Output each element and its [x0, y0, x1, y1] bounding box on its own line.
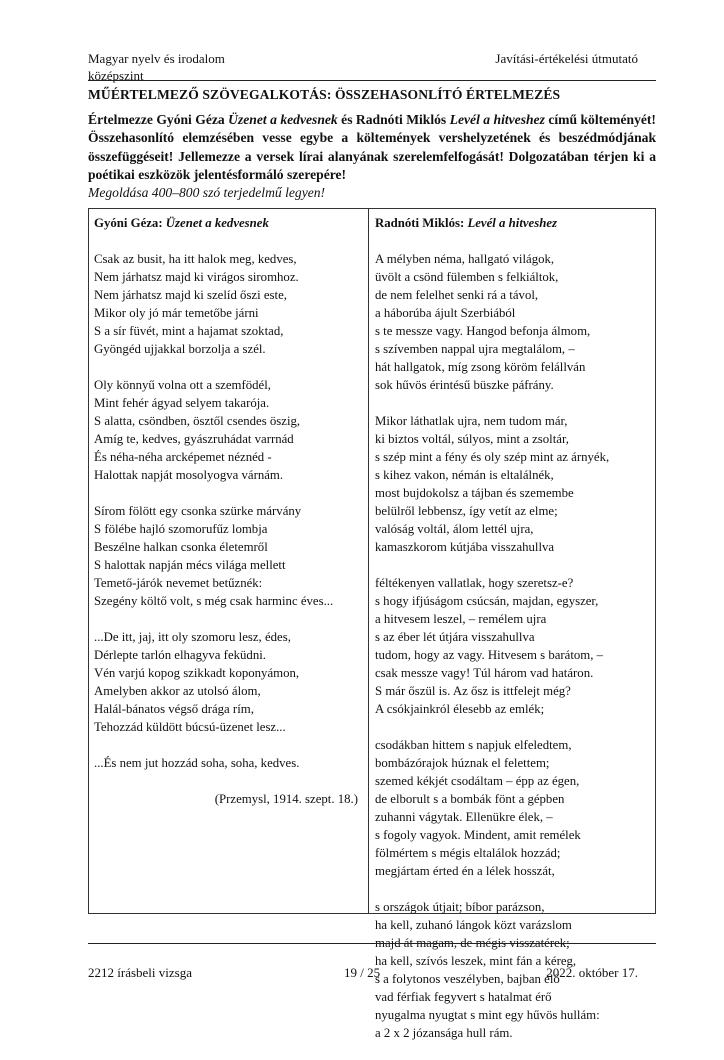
poem-line: S alatta, csöndben, ösztől csendes öszig, — [94, 414, 301, 428]
poem-line: s kihez vakon, némán is eltalálnék, — [375, 468, 554, 482]
poem-line: zuhanni vágytak. Ellenükre élek, – — [375, 810, 553, 824]
poem-line: Szegény költő volt, s még csak harminc éves... — [94, 594, 334, 608]
poem-left-author: Gyóni Géza: — [94, 216, 166, 230]
task-text-3: című költeményét! Összehasonlító elemzésében vesse egybe a költemények vershelyzetének és beszédmódjának összefüggéseit! Jellemezze a versek lírai alanyának szerelemfelfogását! Dolgozatában térjen ki a poétikai eszközök jelentésformáló szerepére! — [88, 112, 656, 182]
poem-line: Amíg te, kedves, gyászruhádat varrnád — [94, 432, 294, 446]
poem-line: s az éber lét útjára visszahullva — [375, 630, 535, 644]
footer-exam-code: 2212 írásbeli vizsga — [88, 965, 192, 980]
stanza — [94, 754, 362, 772]
header-doc-type: Javítási-értékelési útmutató — [495, 51, 638, 66]
task-text-2: és Radnóti Miklós — [337, 112, 450, 127]
poem-line: S már őszül is. Az ősz is ittfelejt még? — [375, 684, 571, 698]
poem-line: ki biztos voltál, súlyos, mint a zsoltár, — [375, 432, 569, 446]
task-poem-title-2: Levél a hitveshez — [449, 112, 545, 127]
footer-page-number: 19 / 25 — [344, 965, 381, 980]
poem-line: megjártam érted én a lélek hosszát, — [375, 864, 555, 878]
poem-left — [94, 214, 362, 808]
poem-line: Halál-bánatos végső drága rím, — [94, 702, 254, 716]
stanza — [375, 412, 651, 556]
poem-line: Temető-járók nevemet betűznék: — [94, 576, 263, 590]
poem-line: tudom, hogy az vagy. Hitvesem s barátom, – — [375, 648, 604, 662]
poem-line: s országok útjait; bíbor parázson, — [375, 900, 545, 914]
stanza — [94, 628, 362, 736]
poem-line: bombázórajok húznak el felettem; — [375, 756, 550, 770]
poem-line: sok hűvös érintésű büszke páfrány. — [375, 378, 554, 392]
task-poem-title-1: Üzenet a kedvesnek — [228, 112, 338, 127]
poem-line: Nem járhatsz majd ki virágos siromhoz. — [94, 270, 299, 284]
stanza — [375, 250, 651, 394]
footer-rule — [88, 943, 656, 944]
poem-line: csodákban hittem s napjuk elfeledtem, — [375, 738, 572, 752]
stanza — [375, 574, 651, 718]
poem-line: S fölébe hajló szomorufűz lombja — [94, 522, 268, 536]
poem-line: A mélyben néma, hallgató világok, — [375, 252, 555, 266]
poem-line: féltékenyen vallatlak, hogy szeretsz-e? — [375, 576, 574, 590]
poem-line: hát hallgatok, míg zsong köröm felállván — [375, 360, 586, 374]
poem-line: a hitvesem leszel, – remélem ujra — [375, 612, 547, 626]
poem-line: Mikor oly jó már temetőbe járni — [94, 306, 259, 320]
poem-line: ...De itt, jaj, itt oly szomoru lesz, édes, — [94, 630, 291, 644]
poem-line: nyugalma nyugtat s mint egy hűvös hullám: — [375, 1008, 600, 1022]
poem-line: a 2 x 2 józansága hull rám. — [375, 1026, 513, 1040]
poem-line: Sírom fölött egy csonka szürke márvány — [94, 504, 302, 518]
poem-right — [375, 214, 651, 1060]
poem-line: s szívemben nappal ujra megtalálom, – — [375, 342, 575, 356]
poem-line: Tehozzád küldött búcsú-üzenet lesz... — [94, 720, 286, 734]
poem-line: szemed kékjét csodáltam – épp az égen, — [375, 774, 580, 788]
task-length-note: Megoldása 400–800 szó terjedelmű legyen! — [88, 185, 326, 201]
poem-line: Csak az busit, ha itt halok meg, kedves, — [94, 252, 297, 266]
poem-line: Gyöngéd ujjakkal borzolja a szél. — [94, 342, 266, 356]
stanza — [94, 376, 362, 484]
poem-line: Vén varjú kopog szikkadt koponyámon, — [94, 666, 300, 680]
poem-left-dateline: (Przemysl, 1914. szept. 18.) — [214, 792, 358, 806]
poem-line: Beszélne halkan csonka életemről — [94, 540, 268, 554]
poem-line: majd át magam, de mégis visszatérek; — [375, 936, 570, 950]
poem-line: kamaszkorom kútjába visszahullva — [375, 540, 555, 554]
header-subject — [88, 50, 225, 84]
task-text-1: Értelmezze Gyóni Géza — [88, 112, 229, 127]
poem-line: Dérlepte tarlón elhagyva feküdni. — [94, 648, 266, 662]
poem-line: csak messze vagy! Túl három vad határon. — [375, 666, 594, 680]
poem-left-body — [94, 250, 362, 772]
stanza — [94, 250, 362, 358]
poem-line: Halottak napját mosolyogva várnám. — [94, 468, 284, 482]
poem-line: valóság voltál, álom lettél ujra, — [375, 522, 534, 536]
stanza — [375, 736, 651, 880]
poems-column-divider — [368, 208, 369, 914]
header-subject-line1: Magyar nyelv és irodalom — [88, 51, 225, 66]
poem-line: de elborult s a bombák fönt a gépben — [375, 792, 565, 806]
poem-line: s hogy ifjúságom csúcsán, majdan, egyszer, — [375, 594, 599, 608]
poem-line: vad férfiak fegyvert s hatalmat érő — [375, 990, 552, 1004]
poem-line: üvölt a csönd fülemben s felkiáltok, — [375, 270, 559, 284]
poem-line: S halottak napján mécs világa mellett — [94, 558, 286, 572]
poem-line: ha kell, zuhanó lángok közt varázslom — [375, 918, 572, 932]
poem-line: s a folytonos veszélyben, bajban élő — [375, 972, 560, 986]
poem-line: s szép mint a fény és oly szép mint az árnyék, — [375, 450, 610, 464]
header-subject-line2: középszint — [88, 68, 144, 83]
poem-line: fölmértem s mégis eltalálok hozzád; — [375, 846, 561, 860]
poem-line: de nem felelhet senki rá a távol, — [375, 288, 539, 302]
poem-line: Mikor láthatlak ujra, nem tudom már, — [375, 414, 568, 428]
poem-line: Amelyben akkor az utolsó álom, — [94, 684, 261, 698]
header-rule — [88, 80, 656, 81]
task-instructions — [88, 111, 656, 202]
poem-line: A csókjainkról élesebb az emlék; — [375, 702, 545, 716]
task-title: MŰÉRTELMEZŐ SZÖVEGALKOTÁS: ÖSSZEHASONLÍTÓ ÉRTELMEZÉS — [88, 87, 561, 102]
poem-line: a háborúba ájult Szerbiából — [375, 306, 516, 320]
poem-right-body — [375, 250, 651, 1042]
poem-line: És néha-néha arcképemet néznéd - — [94, 450, 272, 464]
poem-right-title: Levél a hitveshez — [467, 216, 557, 230]
poem-line: ha kell, szívós leszek, mint fán a kéreg, — [375, 954, 577, 968]
poem-line: S a sír füvét, mint a hajamat szoktad, — [94, 324, 284, 338]
footer-date: 2022. október 17. — [546, 965, 638, 980]
stanza — [94, 502, 362, 610]
poem-line: belülről lebbensz, így vetít az elme; — [375, 504, 558, 518]
poem-line: Oly könnyű volna ott a szemfödél, — [94, 378, 271, 392]
poem-left-heading — [94, 214, 362, 232]
poem-line: Nem járhatsz majd ki szelíd őszi este, — [94, 288, 287, 302]
poem-right-heading — [375, 214, 651, 232]
poem-line: ...És nem jut hozzád soha, soha, kedves. — [94, 756, 300, 770]
poem-line: s fogoly vagyok. Mindent, amit remélek — [375, 828, 581, 842]
poem-left-title: Üzenet a kedvesnek — [165, 216, 269, 230]
poem-right-author: Radnóti Miklós: — [375, 216, 468, 230]
poem-line: s te messze vagy. Hangod befonja álmom, — [375, 324, 591, 338]
poem-line: Mint fehér ágyad selyem takarója. — [94, 396, 270, 410]
poem-line: most bujdokolsz a tájban és szemembe — [375, 486, 574, 500]
